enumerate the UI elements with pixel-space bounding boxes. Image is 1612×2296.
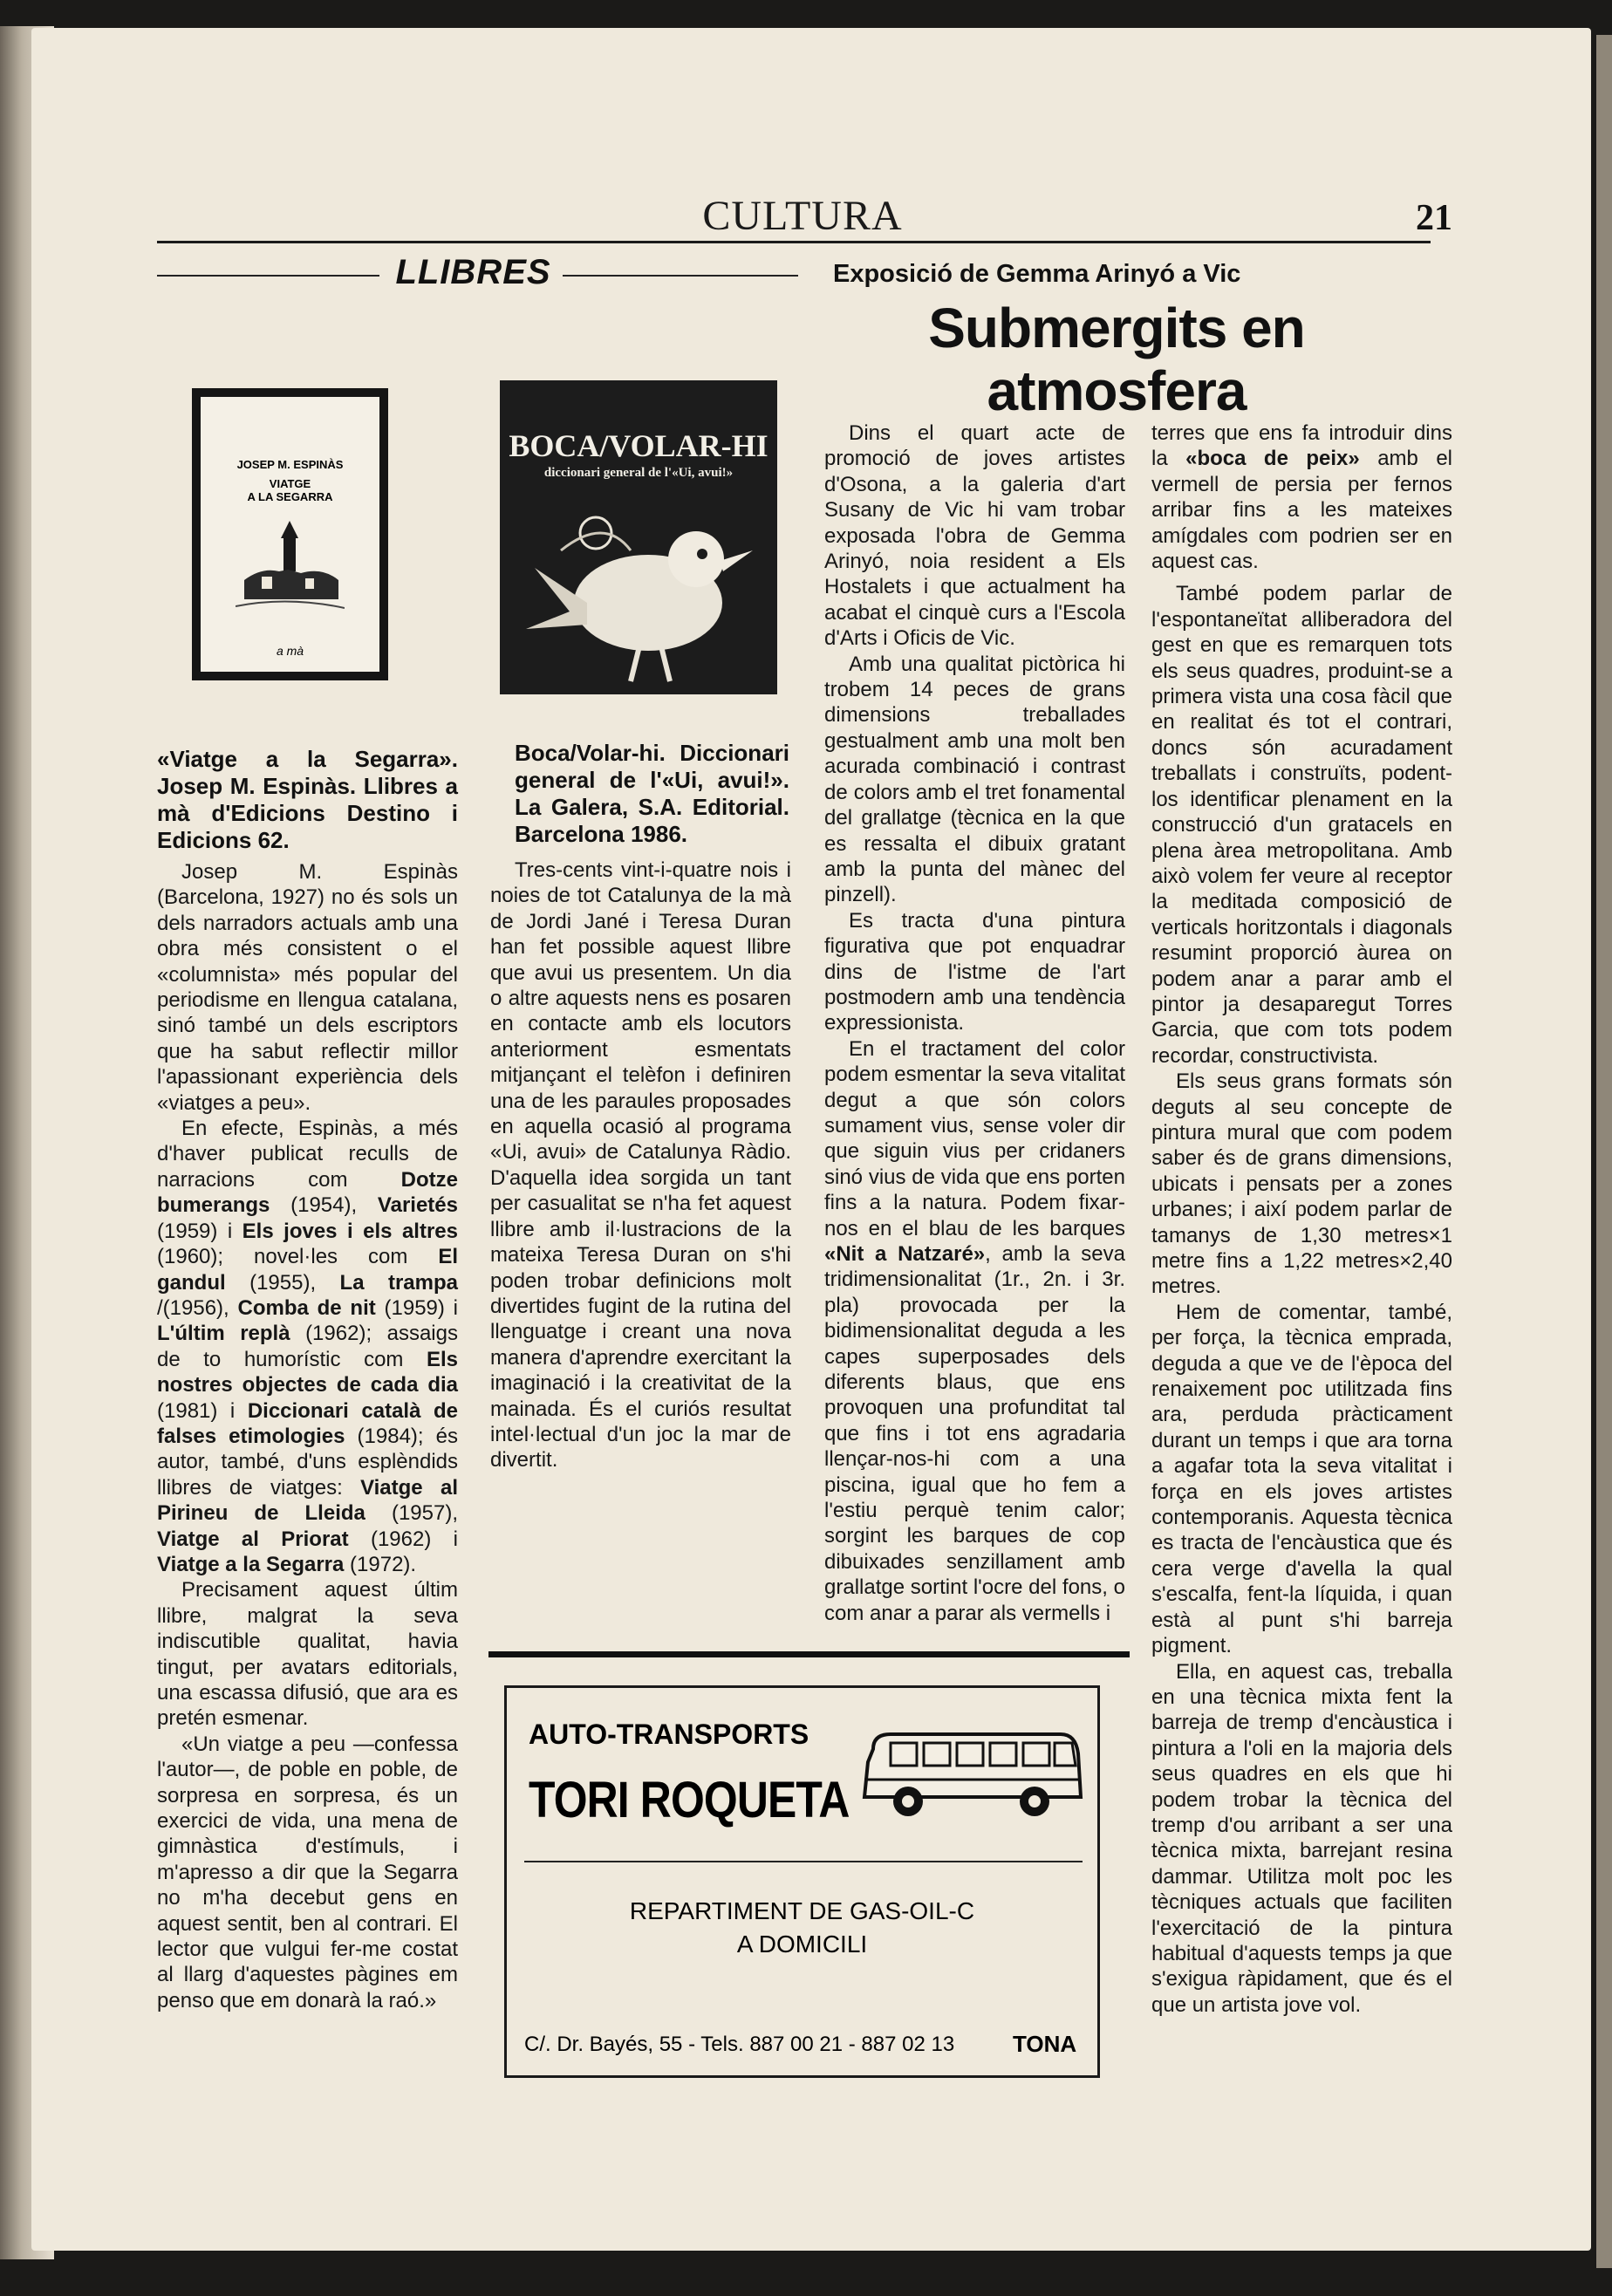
col1-paragraph: Precisament aquest últim llibre, malgrat la seva indiscutible qualitat, havia tingut, per avatars editorials, una escassa difusió, que ara es pretén esmenar. [157,1578,458,1731]
book-title: Dotze bumerangs [157,1167,458,1218]
cover-author: JOSEP M. ESPINÀS [236,458,344,471]
text-run: /(1956), [157,1295,238,1320]
book-title: La trampa [339,1270,458,1295]
book1-caption: «Viatge a la Segarra». Josep M. Espinàs. Llibres a mà d'Edicions Destino i Edicions 62. [157,746,458,853]
artwork-title: «boca de peix» [1185,447,1360,471]
col2-paragraph: Tres-cents vint-i-quatre nois i noies de tot Catalunya de la mà de Jordi Jané i Teresa Duran han fet possible aquest llibre que avui us presentem. Un dia o altre aquests nens es posaren en contacte amb els locutors anteriorment esmentats mitjançant el telèfon i definiren una de les paraules proposades en aquella ocasió al programa «Ui, avui» de Catalunya Ràdio. D'aquella idea sorgida un tant per casualitat se n'ha fet aquest llibre amb il·lustracions de la mateixa Teresa Duran on s'hi poden trobar definicions molt divertides fugint de la rutina del llenguatge i creant una nova manera d'aprendre exercitant la imaginació i la creativitat de la mainada. És el curiós resultat intel·lectual d'un joc la mar de divertit. [490,858,791,1473]
col3-paragraph: Es tracta d'una pintura figurativa que pot enquadrar dins de l'istme de l'art postmodern amb una tendència expressionista. [824,908,1125,1035]
book-title: Viatge al Pirineu de Lleida [157,1475,458,1526]
book-title: Els joves i els altres [242,1219,459,1243]
text-run: (1960); novel·les com [157,1245,439,1269]
text-run: terres que ens fa introduir dins la [1151,421,1452,471]
column-rule [488,1651,1130,1657]
article-headline [872,297,1361,422]
book-title: El gandul [157,1245,458,1295]
ad-service-line-2: A DOMICILI [736,1930,868,1958]
text-run: En el tractament del color podem esmentar la seva vitalitat degut a que són colors sumament vius, sense voler dir que siguin vius per cridaners sinó vius de vida que ens porten fins a la natura. Podem fixar-nos en el blau de les barques [824,1036,1125,1240]
col3-paragraph: Amb una qualitat pictòrica hi trobem 14 peces de grans dimensions treballades gestualment amb una molt ben acurada combinació i contrast de colors amb el tret fonamental del grallatge (tècnica en la que es ressalta el dibuix gratant amb la punta del mànec del pinzell). [824,652,1125,907]
text-run: (1955), [225,1270,340,1295]
ad-divider [524,1861,1083,1862]
text-run: amb el vermell de persia per fernos arribar fins a les mateixes amígdales com podrien ser en aquest cas. [1151,447,1452,574]
book-title: Diccionari català de falses etimologies [157,1398,459,1448]
ad-address: C/. Dr. Bayés, 55 - Tels. 887 00 21 - 887 02 13 [524,2033,955,2056]
cover2-subtitle: diccionari general de l'«Ui, avui!» [543,466,734,480]
cover2-title: BOCA/VOLAR-HI [509,428,768,463]
col1-paragraph: Josep M. Espinàs (Barcelona, 1927) no és sols un dels narradors actuals amb una obra més consistent o el «columnista» més popular del periodisme en llengua catalana, sinó també un dels escriptors que ha sabut reflectir millor l'apassionant experiència dels «viatges a peu». [157,860,458,1115]
text-run: En efecte, Espinàs, a més d'haver publicat reculls de narracions com [157,1117,458,1192]
artwork-title: «Nit a Natzaré» [824,1242,986,1266]
bird-illustration [509,498,768,686]
text-run: (1959) i [157,1219,242,1243]
text-run: (1954), [270,1193,378,1218]
col4-paragraph: Els seus grans formats són deguts al seu concepte de pintura mural que com podem saber és de grans dimensions, ubicats i pensats per a zones urbanes; i així podem parlar de tamanys de 1,30 metres×1 metre fins a 1,22 metres×2,40 metres. [1151,1069,1452,1299]
text-run: (1984); és autor, també, d'uns esplèndids llibres de viatges: [157,1424,459,1500]
book2-caption: Boca/Volar-hi. Diccionari general de l'«Ui, avui!». La Galera, S.A. Editorial. Barcelona 1986. [515,740,789,847]
column-3-text [824,420,1125,1626]
advertisement-box [504,1685,1100,2078]
col4-paragraph: Hem de comentar, també, per força, la tècnica emprada, deguda a que ve de l'època del renaixement poc utilitzada fins ara, perduda pràcticament durant un temps i que ara torna a agafar tota la seva vitalitat i força en els joves artistes contemporanis. Aquesta tècnica es tracta de l'encàustica que és cera verge d'avella la qual s'escalfa, fent-la líquida, i quan està al punt s'hi barreja pigment. [1151,1300,1452,1658]
ad-town: TONA [1013,2031,1077,2057]
col4-paragraph: Ella, en aquest cas, treballa en una tècnica mixta fent la barreja de tremp d'encàustica i pintura a l'oli en la majoria dels seus quadres en els que hi podem trobar la tècnica del tremp d'ou arribant a ser una tècnica mixta, barrejant resina dammar. Utilitza molt poc les tècniques actuals que faciliten l'exercitació de la pintura habitual d'aquests temps ja que s'exigua ràpidament, que és el que un artista jove vol. [1151,1659,1452,2017]
article-kicker: Exposició de Gemma Arinyó a Vic [833,260,1241,288]
llibres-rule-left [157,275,379,277]
book-cover-boca-volar [500,380,777,694]
headline-line-1: Submergits en [928,297,1305,359]
column-1-text [157,859,458,2013]
ad-company-type: AUTO-TRANSPORTS [529,1719,809,1750]
ad-company-name: TORI ROQUETA [529,1772,850,1828]
book-title: Viatge al Priorat [157,1527,349,1551]
book-cover-viatge [192,388,388,680]
column-4-text [1151,420,1452,2018]
text-run: (1962); assaigs de to humorístic com [157,1322,458,1371]
book-title: Varietés [377,1193,458,1218]
col1-paragraph [157,1116,458,1577]
bus-icon [856,1727,1084,1823]
ad-service-line-1: REPARTIMENT DE GAS-OIL-C [629,1897,975,1924]
header-rule [157,241,1431,243]
text-run: (1959) i [375,1295,458,1320]
text-run: (1962) i [348,1527,458,1551]
village-illustration [236,519,345,632]
headline-line-2: atmosfera [987,359,1247,422]
text-run: (1972). [344,1552,417,1576]
book-title: L'últim replà [157,1322,290,1346]
book-title: Els nostres objectes de cada dia [157,1347,458,1397]
text-run: (1957), [365,1501,458,1526]
book-title: Comba de nit [237,1295,376,1320]
col3-paragraph: Dins el quart acte de promoció de joves artistes d'Osona, a la galeria d'art Susany de Vic hi vam trobar exposada l'obra de Gemma Arinyó, noia resident a Els Hostalets i que actualment ha acabat el cinquè curs a l'Escola d'Arts i Oficis de Vic. [824,421,1125,651]
cover-title-line-2: A LA SEGARRA [247,490,333,503]
book-title: Viatge a la Segarra [157,1552,345,1576]
cover-title [201,477,379,503]
section-title: CULTURA [702,193,903,239]
col4-paragraph [1151,420,1452,574]
cover-title-line-1: VIATGE [269,477,311,490]
column-2-text [490,858,791,1473]
col4-paragraph: També podem parlar de l'espontaneïtat alliberadora del gest en que es remarquen tots els seus quadres, produint-se a primera vista una cosa fàcil que en realitat és tot el contrari, doncs són acuradament treballats i construïts, podent-los identificar plenament en la construcció d'un gratacels en plena àrea metropolitana. Amb això volem fer veure al receptor la meditada composició de verticals horitzontals i diagonals resumint proporció àurea on podem anar a parar amb el pintor ja desaparegut Torres Garcia, que com tots podem recordar, constructivista. [1151,582,1452,1068]
page-number: 21 [1416,198,1452,238]
llibres-rule-right [563,275,798,277]
llibres-heading: LLIBRES [395,253,551,291]
page-edge [1596,35,1612,2268]
text-run: , amb la seva tridimensionalitat (1r., 2n. i 3r. pla) provocada per la bidimensionalitat deguda a les capes superposades dels diferents blaus, que ens provoquen una profunditat tal que fins i tot ens agradaria llençar-nos-hi com a una piscina, igual que ho fem a l'estiu perquè tenim calor; sorgint les barques de cop dibuixades senzillament amb grallatge sortint l'ocre del fons, o com anar a parar als vermells i [824,1242,1126,1625]
col3-paragraph [824,1036,1125,1626]
text-run: (1981) i [157,1398,248,1423]
cover-publisher-logo: a mà [276,644,304,658]
col1-paragraph: «Un viatge a peu —confessa l'autor—, de poble en poble, de sorpresa en sorpresa, és un exercici de vida, una mena de gimnàstica d'estímuls, i m'apresso a dir que la Segarra no m'ha decebut gens en aquest sentit, ben al contrari. El lector que vulgui fer-me costat al llarg d'aquestes pàgines em penso que em donarà la raó.» [157,1732,458,2012]
